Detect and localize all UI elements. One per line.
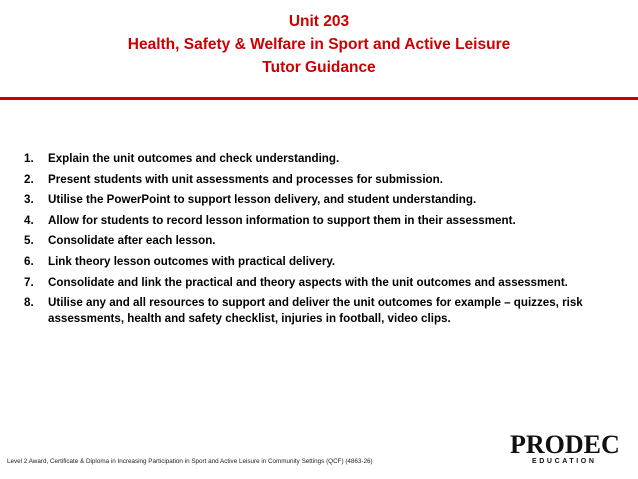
list-item-text: Present students with unit assessments and processes for submission. bbox=[48, 172, 443, 186]
list-item-text: Explain the unit outcomes and check understanding. bbox=[48, 152, 340, 165]
list-item bbox=[24, 275, 624, 291]
list-item-number: 1. bbox=[24, 152, 34, 165]
list-item-number: 2. bbox=[24, 172, 34, 186]
list-item-text: Consolidate and link the practical and theory aspects with the unit outcomes and assessment. bbox=[48, 275, 568, 289]
page-title: Health, Safety & Welfare in Sport and Active Leisure bbox=[127, 36, 511, 53]
unit-title: Unit 203 bbox=[288, 13, 350, 30]
list-item-number: 3. bbox=[24, 193, 34, 207]
list-item-number: 4. bbox=[24, 213, 34, 227]
prodec-logo bbox=[510, 432, 630, 468]
list-item bbox=[24, 254, 624, 270]
list-item-number: 7. bbox=[24, 275, 34, 289]
title-block bbox=[0, 10, 638, 79]
page-subtitle: Tutor Guidance bbox=[262, 59, 376, 76]
list-item-number: 8. bbox=[24, 296, 34, 310]
list-item-text: Consolidate after each lesson. bbox=[48, 234, 216, 248]
list-item-number: 5. bbox=[24, 234, 34, 248]
list-item-number: 6. bbox=[24, 254, 34, 268]
logo-sub-text: EDUCATION bbox=[532, 458, 597, 465]
list-item-text: Utilise the PowerPoint to support lesson delivery, and student understanding. bbox=[48, 193, 477, 207]
footer-qualification-note: Level 2 Award, Certificate & Diploma in Increasing Participation in Sport and Active Leisure in Community Settings (QCF) (4863-26) bbox=[7, 458, 373, 465]
list-item bbox=[24, 151, 624, 167]
list-item-text: Utilise any and all resources to support and deliver the unit outcomes for example – quizzes, risk assessments, health and safety checklist, injuries in football, video clips. bbox=[48, 296, 583, 326]
header-divider bbox=[0, 97, 638, 100]
list-item bbox=[24, 213, 624, 229]
list-item-text: Allow for students to record lesson information to support them in their assessment. bbox=[48, 213, 516, 227]
guidance-list bbox=[24, 151, 624, 332]
list-item-text: Link theory lesson outcomes with practical delivery. bbox=[48, 254, 336, 268]
list-item bbox=[24, 192, 624, 208]
list-item bbox=[24, 295, 624, 327]
list-item bbox=[24, 172, 624, 188]
logo-brand-text: PRODEC bbox=[510, 430, 620, 459]
list-item bbox=[24, 233, 624, 249]
